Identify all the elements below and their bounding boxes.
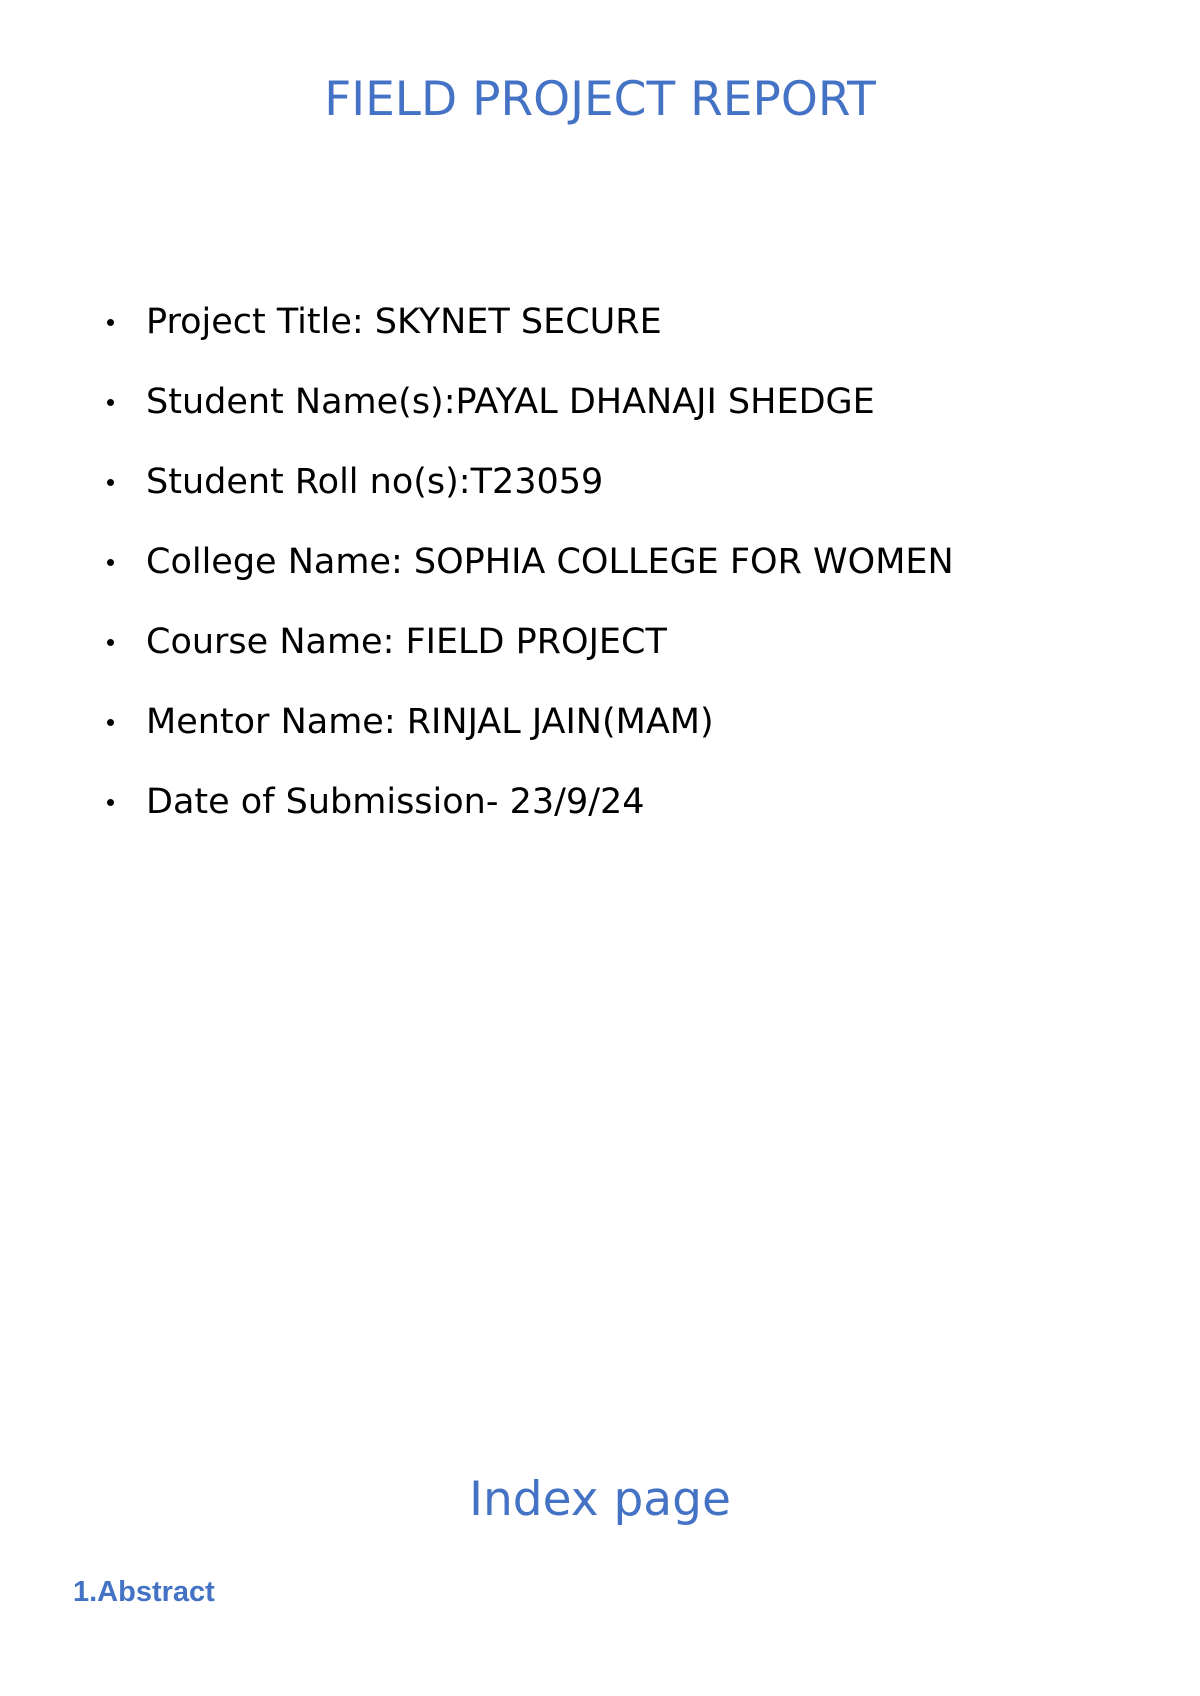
detail-text: Mentor Name: RINJAL JAIN(MAM)	[146, 702, 714, 742]
bullet-icon	[107, 399, 114, 406]
detail-submission-date	[0, 780, 1200, 860]
detail-course-name	[0, 620, 1200, 700]
bullet-icon	[107, 799, 114, 806]
detail-text: Student Roll no(s):T23059	[146, 462, 604, 502]
bullet-icon	[107, 719, 114, 726]
bullet-icon	[107, 559, 114, 566]
detail-text: Course Name: FIELD PROJECT	[146, 622, 667, 662]
detail-text: Student Name(s):PAYAL DHANAJI SHEDGE	[146, 382, 875, 422]
detail-text: Project Title: SKYNET SECURE	[146, 302, 662, 342]
index-page-title: Index page	[469, 1472, 731, 1527]
detail-text: Date of Submission- 23/9/24	[146, 782, 645, 822]
detail-student-name	[0, 380, 1200, 460]
detail-mentor-name	[0, 700, 1200, 780]
bullet-icon	[107, 479, 114, 486]
bullet-icon	[107, 639, 114, 646]
bullet-icon	[107, 319, 114, 326]
detail-project-title	[0, 300, 1200, 380]
report-title: FIELD PROJECT REPORT	[324, 72, 876, 127]
index-item-abstract: 1.Abstract	[73, 1576, 215, 1608]
project-details-list	[0, 300, 1200, 860]
detail-text: College Name: SOPHIA COLLEGE FOR WOMEN	[146, 542, 954, 582]
detail-college-name	[0, 540, 1200, 620]
detail-roll-no	[0, 460, 1200, 540]
